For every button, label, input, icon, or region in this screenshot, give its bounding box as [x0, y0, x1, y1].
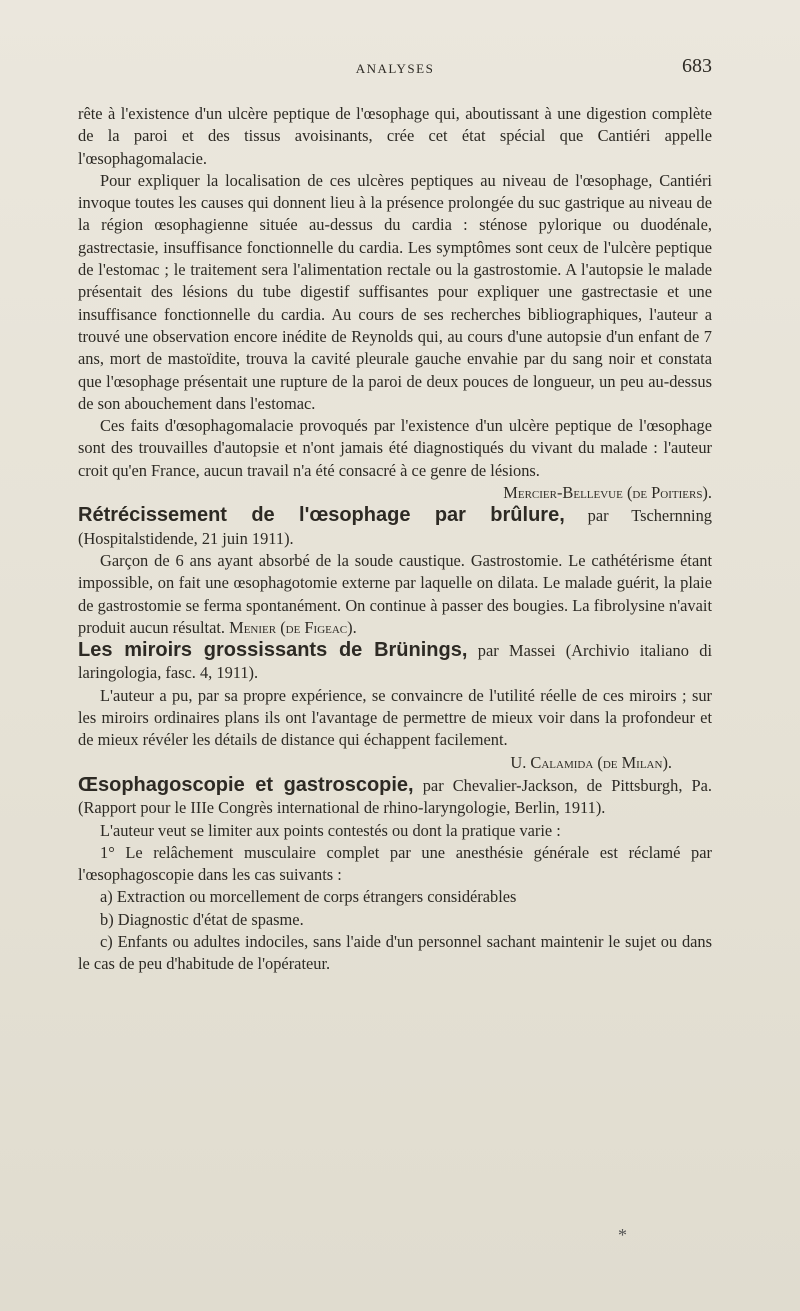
- entry-1-ref: par Tschernning (Hospitalstidende, 21 juin 1911).: [78, 506, 712, 548]
- page-number: 683: [682, 55, 712, 77]
- footer-asterisk: *: [618, 1225, 627, 1245]
- entry-1-body-text: Garçon de 6 ans ayant absorbé de la soude caustique. Gastrostomie. Le cathétérisme étant impossible, on fait une œsophagotomie externe par laquelle on dilata. Le malade guérit, la plaie de gastrostomie se ferma spontanément. On continue à passer des bougies. La fibrolysine n'avait produit aucun résultat.: [78, 550, 712, 637]
- entry-3-item-1: 1° Le relâchement musculaire complet par une anesthésie générale est réclamé par l'œsophagoscopie dans les cas suivants :: [78, 842, 712, 885]
- paragraph-1: rête à l'existence d'un ulcère peptique de l'œsophage qui, aboutissant à une digestion complète de la paroi et des tissus avoisinants, crée cet état spécial que Cantiéri appelle l'œsophagomalacie.: [78, 104, 712, 168]
- entry-1-title: Rétrécissement de l'œsophage par brûlure,: [78, 504, 565, 527]
- entry-1-heading: [78, 504, 712, 550]
- text-body: [78, 103, 712, 976]
- entry-3-heading: [78, 774, 712, 820]
- entry-2-heading: [78, 639, 712, 685]
- entry-2-title: Les miroirs grossissants de Brünings,: [78, 639, 468, 662]
- entry-2-signature: U. Calamida (de Milan).: [510, 752, 672, 772]
- entry-3-item-b: b) Diagnostic d'état de spasme.: [100, 909, 304, 929]
- running-head: ANALYSES: [355, 61, 435, 76]
- entry-3-title: Œsophagoscopie et gastroscopie,: [78, 773, 414, 796]
- paragraph-3: Ces faits d'œsophagomalacie provoqués par l'existence d'un ulcère peptique de l'œsophage sont des trouvailles d'autopsie et n'ont jamais été diagnostiqués du vivant du malade : l'auteur croit qu'en France, aucun travail n'a été consacré à ce genre de lésions.: [78, 416, 712, 480]
- entry-3-item-c: c) Enfants ou adultes indociles, sans l'aide d'un personnel sachant maintenir le sujet ou dans le cas de peu d'habitude de l'opérateur.: [78, 931, 712, 974]
- entry-3-ref: par Chevalier-Jackson, de Pittsburgh, Pa. (Rapport pour le IIIe Congrès international de rhino-laryngologie, Berlin, 1911).: [78, 775, 713, 818]
- entry-3-item-a: a) Extraction ou morcellement de corps étrangers considérables: [100, 887, 517, 907]
- entry-1-signature: Menier (de Figeac).: [229, 617, 357, 637]
- signature-1: Mercier-Bellevue (de Poitiers).: [503, 483, 712, 503]
- entry-3-body: L'auteur veut se limiter aux points contestés ou dont la pratique varie :: [100, 820, 561, 840]
- paragraph-2: Pour expliquer la localisation de ces ulcères peptiques au niveau de l'œsophage, Cantiéri invoque toutes les causes qui donnent lieu à la présence prolongée du suc gastrique au niveau de la région œsophagienne située au-dessus du cardia : sténose pylorique ou duodénale, gastrectasie, insuffisance fonctionnelle du cardia. Les symptômes sont ceux de l'ulcère peptique de l'estomac ; le traitement sera l'alimentation rectale ou la gastrostomie. A l'autopsie le malade présentait des lésions du tube digestif suffisantes pour expliquer une gastrectasie et une insuffisance fonctionnelle du cardia. Au cours de ses recherches bibliographiques, l'auteur a trouvé une observation encore inédite de Reynolds qui, au cours d'une autopsie d'un enfant de 7 ans, mort de mastoïdite, trouva la cavité pleurale gauche envahie par du sang noir et constata que l'œsophage présentait une rupture de la paroi de deux pouces de longueur, un peu au-dessus de son abouchement dans l'estomac.: [78, 170, 712, 413]
- page-header: [78, 55, 712, 85]
- entry-2-body: L'auteur a pu, par sa propre expérience, se convaincre de l'utilité réelle de ces miroirs ; sur les miroirs ordinaires plans ils ont l'avantage de permettre de mieux voir dans la profondeur et de mieux révéler les détails de distance qui échappent facilement.: [78, 685, 712, 750]
- entry-1-body: [78, 550, 712, 639]
- entry-2-ref: par Massei (Archivio italiano di laringologia, fasc. 4, 1911).: [78, 641, 712, 683]
